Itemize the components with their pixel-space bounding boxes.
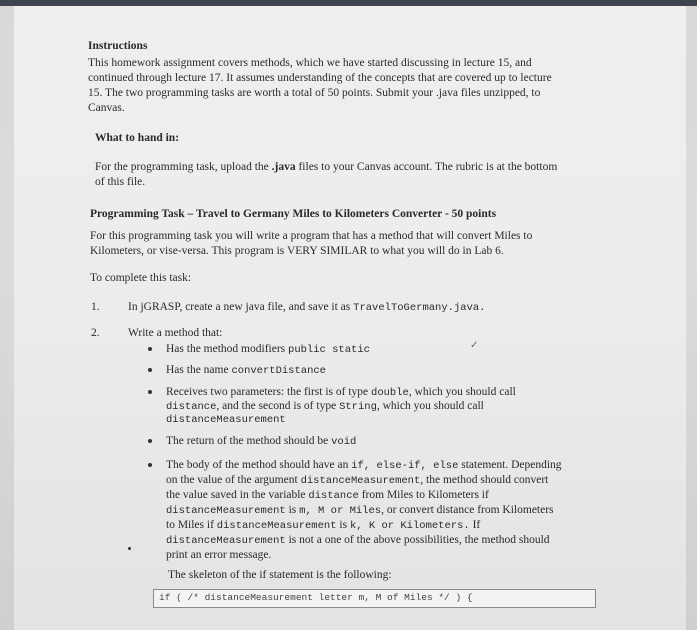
bullet-text: Receives two parameters: the first is of type double, which you should call xyxy=(166,386,516,399)
skeleton-label: The skeleton of the if statement is the following: xyxy=(168,569,392,581)
task-heading: Programming Task – Travel to Germany Miles to Kilometers Converter - 50 points xyxy=(90,208,497,220)
code-snippet-box xyxy=(153,589,596,608)
bullet-dot xyxy=(148,347,152,351)
step-text: Write a method that: xyxy=(128,327,223,339)
bullet-text: to Miles if distanceMeasurement is k, K or Kilometers. If xyxy=(166,519,481,532)
code-snippet: if ( /* distanceMeasurement letter m, M of Miles */ ) { xyxy=(159,592,473,603)
instructions-heading: Instructions xyxy=(88,40,148,52)
step-number: 1. xyxy=(91,301,100,313)
bullet-text: on the value of the argument distanceMeasurement, the method should convert xyxy=(166,474,549,487)
instructions-line: continued through lecture 17. It assumes understanding of the concepts that are covered up to lecture xyxy=(88,72,552,84)
bullet-dot xyxy=(148,368,152,372)
task-intro-line: For this programming task you will write a program that has a method that will convert Miles to xyxy=(90,230,533,242)
bullet-text: distanceMeasurement is m, M or Miles, or convert distance from Kilometers xyxy=(166,504,554,517)
bullet-text: Has the name convertDistance xyxy=(166,364,326,377)
instructions-line: 15. The two programming tasks are worth a total of 50 points. Submit your .java files unzipped, to xyxy=(88,87,541,99)
hand-in-line: For the programming task, upload the .java files to your Canvas account. The rubric is at the bottom xyxy=(95,161,558,173)
bullet-dot xyxy=(148,439,152,443)
instructions-line: This homework assignment covers methods, which we have started discussing in lecture 15, and xyxy=(88,57,532,69)
task-intro-line: Kilometers, or vise-versa. This program is VERY SIMILAR to what you will do in Lab 6. xyxy=(90,245,504,257)
bullet-dot xyxy=(148,390,152,394)
hand-in-heading: What to hand in: xyxy=(95,132,180,144)
bullet-text: print an error message. xyxy=(166,549,272,561)
step-number: 2. xyxy=(91,327,100,339)
instructions-line: Canvas. xyxy=(88,102,125,114)
bullet-text: the value saved in the variable distance from Miles to Kilometers if xyxy=(166,489,489,502)
bullet-dot xyxy=(148,463,152,467)
to-complete-label: To complete this task: xyxy=(90,272,192,284)
bullet-text: The return of the method should be void xyxy=(166,435,357,448)
step-text: In jGRASP, create a new java file, and save it as TravelToGermany.java. xyxy=(128,301,486,314)
stray-mark: ✓ xyxy=(470,340,479,351)
hand-in-line: of this file. xyxy=(95,176,146,188)
bullet-text: Has the method modifiers public static xyxy=(166,343,370,356)
bullet-text: distanceMeasurement is not a one of the above possibilities, the method should xyxy=(166,534,550,547)
bullet-text: distance, and the second is of type String, which you should call xyxy=(166,400,484,413)
bullet-text: distanceMeasurement xyxy=(166,414,286,426)
stray-dot xyxy=(128,547,131,550)
bullet-text: The body of the method should have an if, else-if, else statement. Depending xyxy=(166,459,562,472)
